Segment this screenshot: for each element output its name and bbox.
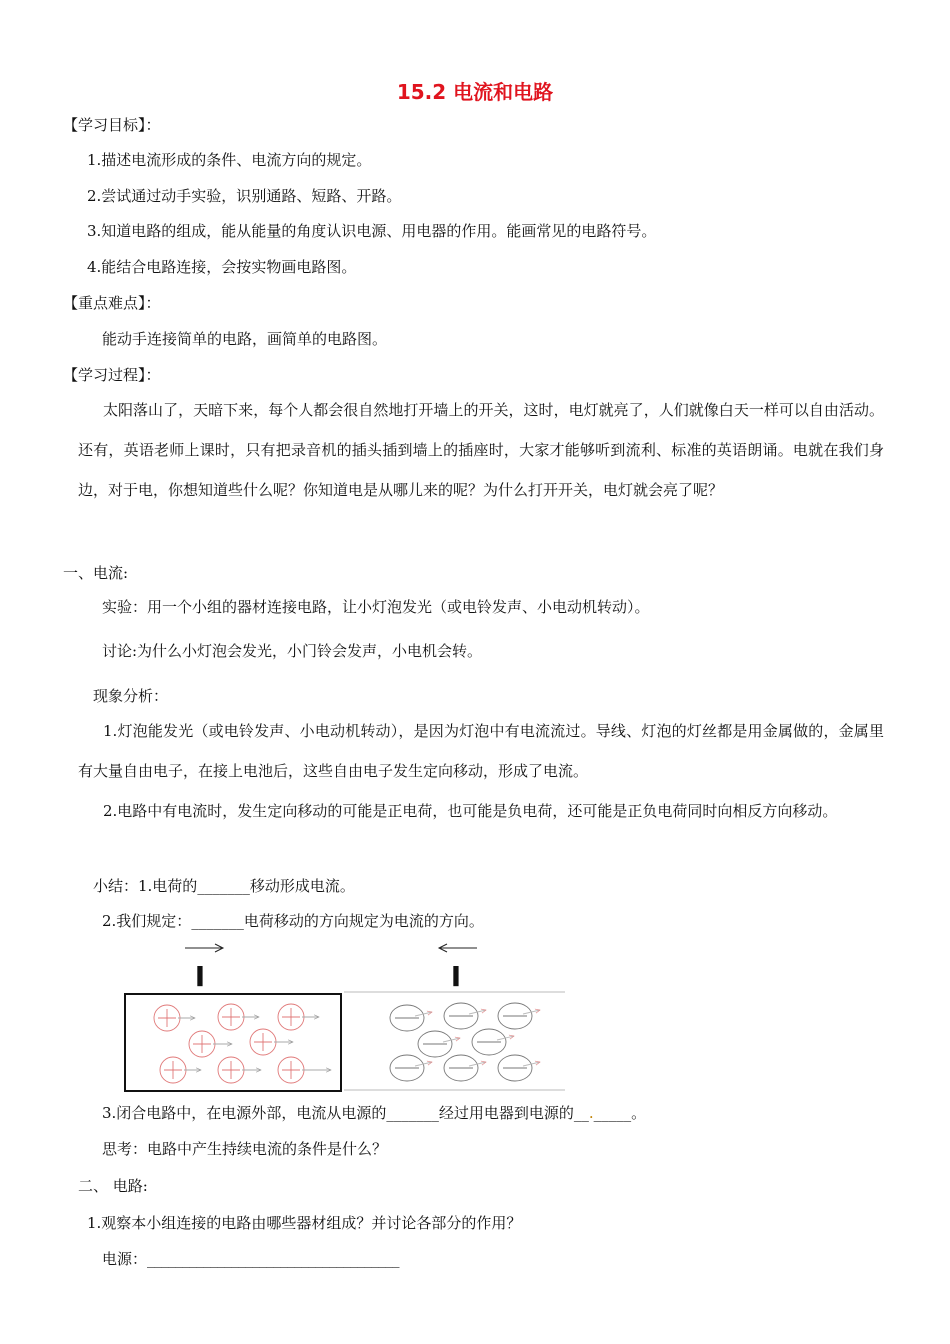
positive-charge-icon xyxy=(218,1057,261,1083)
objective-item: 4.能结合电路连接，会按实物画电路图。 xyxy=(87,258,357,276)
q3-middle: 经过用电器到电源的 xyxy=(438,1104,574,1122)
q3-suffix: 。 xyxy=(631,1104,647,1122)
conductor-right-box xyxy=(344,992,565,1090)
positive-charge-icon xyxy=(250,1029,293,1055)
summary-2-blank[interactable]: _______ xyxy=(191,912,244,930)
section-2-heading: 二、 电路: xyxy=(78,1177,148,1195)
summary-line-2 xyxy=(102,911,484,931)
objective-item: 3.知道电路的组成，能从能量的角度认识电源、用电器的作用。能画常见的电路符号。 xyxy=(87,222,657,240)
summary-1-suffix: 移动形成电流。 xyxy=(249,877,355,895)
key-points-header: 【重点难点】： xyxy=(63,294,161,312)
q3-blank-1[interactable]: _______ xyxy=(386,1104,439,1122)
positive-charge-icon xyxy=(278,1057,331,1083)
current-label-left: I xyxy=(194,960,206,993)
current-arrow-left-icon xyxy=(439,944,477,952)
negative-charge-icon xyxy=(390,1055,432,1081)
summary-1-prefix: 小结：1.电荷的 xyxy=(93,877,198,895)
question-3 xyxy=(102,1103,646,1123)
negative-charge-icon xyxy=(390,1005,432,1031)
summary-2-suffix: 电荷移动的方向规定为电流的方向。 xyxy=(243,912,484,930)
process-header: 【学习过程】： xyxy=(63,366,161,384)
analysis-point: 1.灯泡能发光（或电铃发声、小电动机转动），是因为灯泡中有电流流过。导线、灯泡的灯丝都是用金属做的，金属里有大量自由电子，在接上电池后，这些自由电子发生定向移动，形成了电流。 xyxy=(78,722,884,780)
objective-item: 1.描述电流形成的条件、电流方向的规定。 xyxy=(87,151,372,169)
negative-charge-icon xyxy=(444,1055,486,1081)
negative-charge-icon xyxy=(444,1003,486,1029)
negative-charge-icon xyxy=(498,1003,540,1029)
section-2-question: 1.观察本小组连接的电路由哪些器材组成？并讨论各部分的作用？ xyxy=(87,1214,522,1232)
experiment-text: 实验：用一个小组的器材连接电路，让小灯泡发光（或电铃发声、小电动机转动）。 xyxy=(102,598,650,616)
summary-line-1 xyxy=(93,876,355,896)
current-label-right: I xyxy=(450,960,462,993)
objective-item: 2.尝试通过动手实验，识别通路、短路、开路。 xyxy=(87,187,402,205)
summary-1-blank[interactable]: _______ xyxy=(197,877,250,895)
negative-charges-group xyxy=(390,1003,540,1081)
discussion-text: 讨论:为什么小灯泡会发光，小门铃会发声，小电机会转。 xyxy=(102,642,483,660)
negative-charge-icon xyxy=(418,1031,460,1057)
power-source-label: 电源： xyxy=(102,1250,148,1268)
power-source-blank[interactable]: ____________________________________ xyxy=(147,1250,400,1268)
analysis-header: 现象分析： xyxy=(93,687,169,705)
q3-prefix: 3.闭合电路中，在电源外部，电流从电源的 xyxy=(102,1104,387,1122)
section-1-heading: 一、电流: xyxy=(63,564,129,582)
positive-charge-icon xyxy=(154,1005,195,1031)
conductor-left-box xyxy=(125,994,341,1091)
charge-movement-diagram xyxy=(120,940,570,1095)
current-arrow-right-icon xyxy=(185,944,223,952)
page-title: 15.2 电流和电路 xyxy=(396,80,554,104)
q3-blank-3[interactable]: _____ xyxy=(593,1104,632,1122)
process-intro: 太阳落山了，天暗下来，每个人都会很自然地打开墙上的开关，这时，电灯就亮了，人们就像白天一样可以自由活动。还有，英语老师上课时，只有把录音机的插头插到墙上的插座时，大家才能够听到流利、标准的英语朗诵。电就在我们身边，对于电，你想知道些什么呢？你知道电是从哪儿来的呢？为什么打开开关，电灯就会亮了呢？ xyxy=(78,401,884,499)
negative-charge-icon xyxy=(472,1029,514,1055)
positive-charge-icon xyxy=(189,1031,232,1057)
q3-dot: . xyxy=(588,1104,594,1122)
negative-charge-icon xyxy=(498,1055,540,1081)
think-question: 思考：电路中产生持续电流的条件是什么？ xyxy=(102,1140,388,1158)
key-points-text: 能动手连接简单的电路，画简单的电路图。 xyxy=(102,330,388,348)
positive-charge-icon xyxy=(218,1004,259,1030)
objectives-header: 【学习目标】： xyxy=(63,116,161,134)
q3-blank-2[interactable]: __ xyxy=(573,1104,589,1122)
summary-2-prefix: 2.我们规定： xyxy=(102,912,192,930)
positive-charge-icon xyxy=(160,1057,201,1083)
analysis-point: 2.电路中有电流时，发生定向移动的可能是正电荷，也可能是负电荷，还可能是正负电荷同时向相反方向移动。 xyxy=(103,802,838,820)
positive-charges-group xyxy=(154,1004,331,1083)
positive-charge-icon xyxy=(278,1004,319,1030)
power-source-line xyxy=(102,1249,399,1269)
